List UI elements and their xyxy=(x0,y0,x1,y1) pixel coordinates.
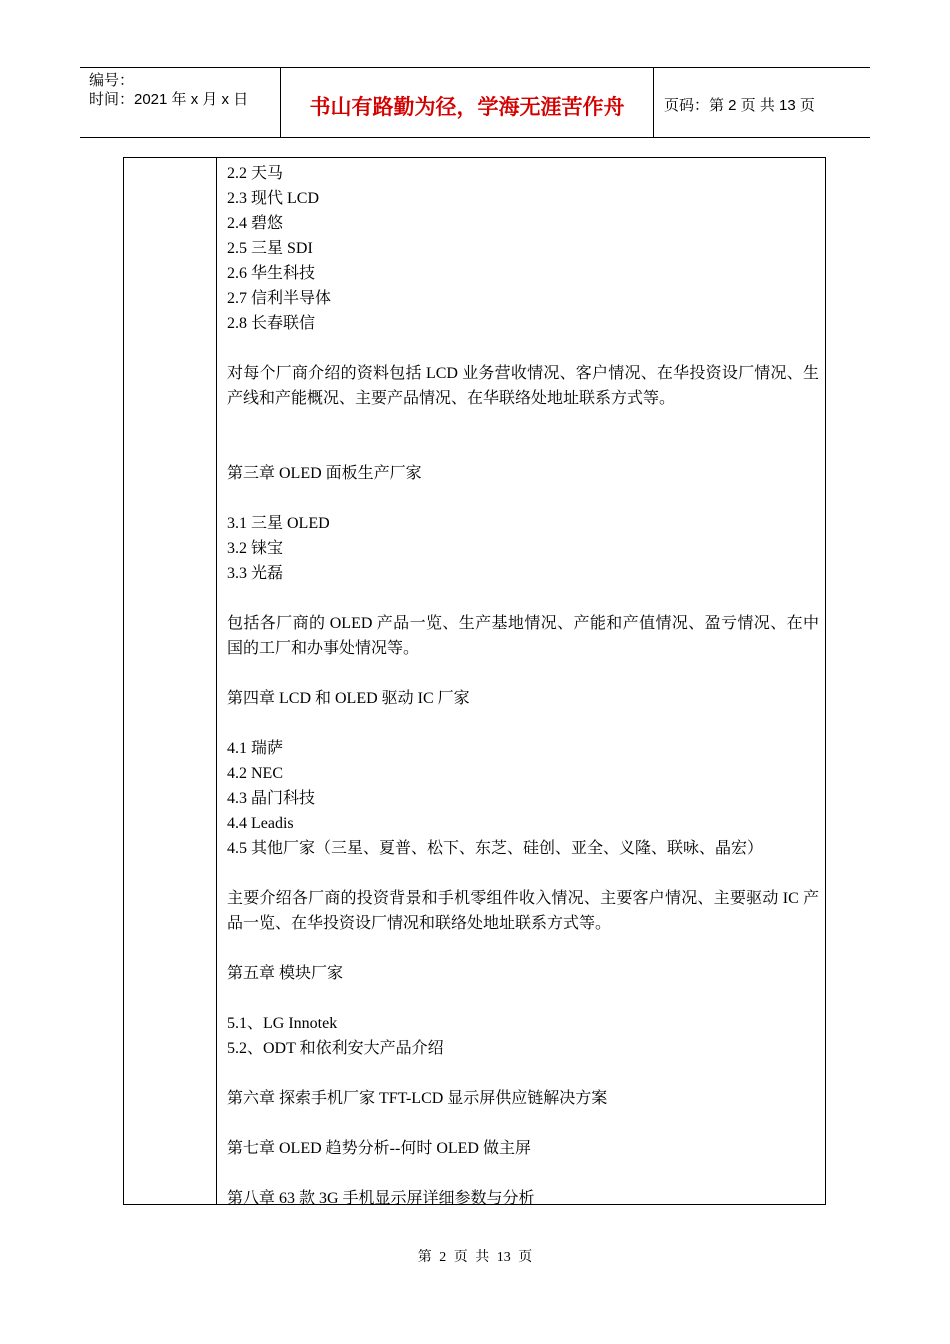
table-content-cell xyxy=(227,161,819,1211)
list-item: 3.1 三星 OLED xyxy=(227,515,330,532)
list-item: 4.5 其他厂家（三星、夏普、松下、东芝、硅创、亚全、义隆、联咏、晶宏） xyxy=(227,840,764,857)
table-left-column xyxy=(124,158,217,1204)
list-item: 2.2 天马 xyxy=(227,165,284,182)
chapter4-heading: 第四章 LCD 和 OLED 驱动 IC 厂家 xyxy=(227,690,470,707)
list-item: 4.4 Leadis xyxy=(227,815,294,832)
content-table xyxy=(123,157,826,1205)
chapter2-description: 对每个厂商介绍的资料包括 LCD 业务营收情况、客户情况、在华投资设厂情况、生产线和产能概况、主要产品情况、在华联络处地址联系方式等。 xyxy=(227,365,819,407)
chapter5-heading: 第五章 模块厂家 xyxy=(227,965,344,982)
list-item: 5.1、LG Innotek xyxy=(227,1015,338,1032)
chapter3-heading: 第三章 OLED 面板生产厂家 xyxy=(227,465,422,482)
list-item: 2.8 长春联信 xyxy=(227,315,316,332)
header-meta xyxy=(80,68,281,137)
list-item: 5.2、ODT 和依利安大产品介绍 xyxy=(227,1040,444,1057)
time-line: 时间：2021 年 x 月 x 日 xyxy=(89,91,249,108)
page-footer: 第 2 页 共 13 页 xyxy=(417,1250,533,1265)
header-motto: 书山有路勤为径，学海无涯苦作舟 xyxy=(281,68,654,137)
header-page-info: 页码：第 2 页 共 13 页 xyxy=(664,97,815,114)
list-item: 3.2 铼宝 xyxy=(227,540,284,557)
list-item: 2.4 碧悠 xyxy=(227,215,284,232)
list-item: 2.6 华生科技 xyxy=(227,265,316,282)
list-item: 3.3 光磊 xyxy=(227,565,284,582)
list-item: 2.3 现代 LCD xyxy=(227,190,320,207)
list-item: 2.5 三星 SDI xyxy=(227,240,313,257)
page-header xyxy=(80,67,870,138)
number-label: 编号： xyxy=(89,72,135,89)
chapter7-heading: 第七章 OLED 趋势分析--何时 OLED 做主屏 xyxy=(227,1140,531,1157)
list-item: 4.3 晶门科技 xyxy=(227,790,316,807)
chapter4-description: 主要介绍各厂商的投资背景和手机零组件收入情况、主要客户情况、主要驱动 IC 产品一览、在华投资设厂情况和联络处地址联系方式等。 xyxy=(227,890,819,932)
chapter6-heading: 第六章 探索手机厂家 TFT-LCD 显示屏供应链解决方案 xyxy=(227,1090,608,1107)
list-item: 4.2 NEC xyxy=(227,765,283,782)
chapter8-heading: 第八章 63 款 3G 手机显示屏详细参数与分析 xyxy=(227,1190,535,1207)
chapter3-description: 包括各厂商的 OLED 产品一览、生产基地情况、产能和产值情况、盈亏情况、在中国的工厂和办事处情况等。 xyxy=(227,615,819,657)
list-item: 4.1 瑞萨 xyxy=(227,740,284,757)
list-item: 2.7 信利半导体 xyxy=(227,290,332,307)
